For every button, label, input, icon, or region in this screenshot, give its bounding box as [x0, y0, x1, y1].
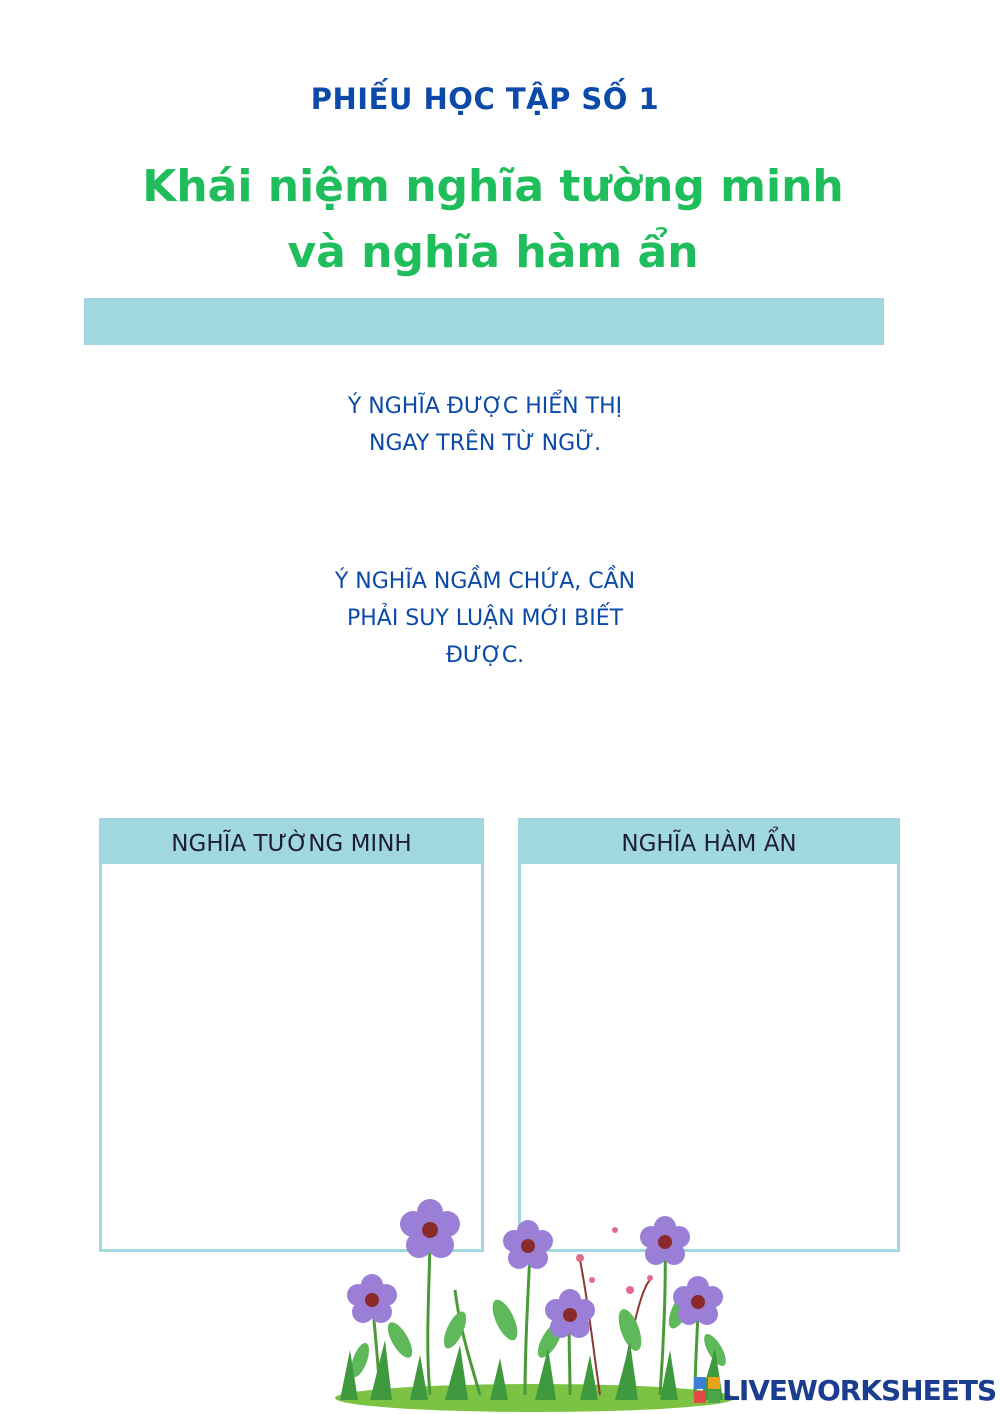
hint-line: Ý NGHĨA NGẦM CHỨA, CẦN — [334, 569, 636, 594]
box-header-implicit: NGHĨA HÀM ẨN — [521, 821, 897, 864]
worksheet-title — [0, 154, 986, 286]
hint-text-implicit[interactable] — [250, 563, 720, 674]
title-line-2: và nghĩa hàm ẩn — [287, 227, 699, 278]
answer-drop-bar[interactable] — [84, 298, 884, 345]
hint-line: NGAY TRÊN TỪ NGỮ. — [368, 431, 602, 456]
answer-box-explicit[interactable] — [99, 818, 484, 1252]
hint-line: Ý NGHĨA ĐƯỢC HIỂN THỊ — [347, 394, 623, 419]
title-line-1: Khái niệm nghĩa tường minh — [142, 161, 844, 212]
hint-text-explicit[interactable] — [250, 388, 720, 462]
liveworksheets-brand[interactable] — [694, 1373, 996, 1407]
flower-decoration — [330, 1190, 740, 1414]
hint-line: ĐƯỢC. — [445, 643, 525, 668]
worksheet-number: PHIẾU HỌC TẬP SỐ 1 — [310, 82, 660, 116]
box-header-explicit: NGHĨA TƯỜNG MINH — [102, 821, 481, 864]
liveworksheets-wordmark: LIVEWORKSHEETS — [722, 1373, 997, 1407]
liveworksheets-logo-icon — [694, 1377, 720, 1403]
hint-line: PHẢI SUY LUẬN MỚI BIẾT — [346, 606, 624, 631]
answer-box-implicit[interactable] — [518, 818, 900, 1252]
